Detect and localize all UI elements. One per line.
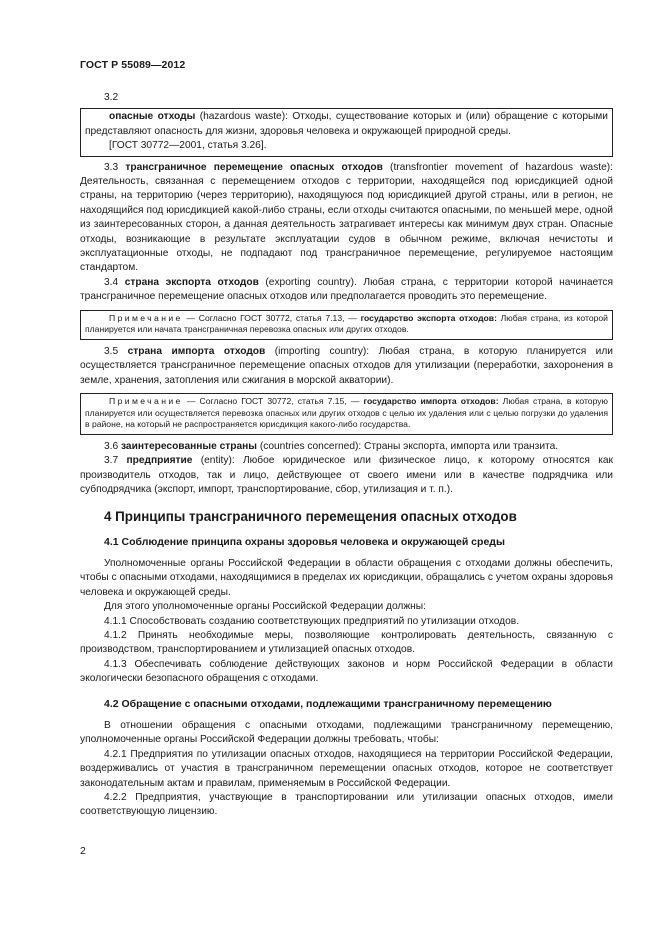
term-importing-country: страна импорта отходов bbox=[127, 345, 266, 357]
section-3-6 bbox=[80, 440, 613, 454]
term-transfrontier-movement: трансграничное перемещение опасных отходов bbox=[125, 161, 383, 173]
note-import-prefix: — Согласно ГОСТ 30772, статья 7.15, — bbox=[182, 396, 364, 407]
paragraph-4-1-3: 4.1.3 Обеспечивать соблюдение действующих законов и норм Российской Федерации в области экологически безопасного обращения с отходами. bbox=[80, 658, 613, 685]
section-3-4-number: 3.4 bbox=[104, 276, 125, 288]
note-export-prefix: — Согласно ГОСТ 30772, статья 7.13, — bbox=[182, 312, 361, 323]
note-label: Примечание bbox=[109, 396, 183, 407]
note-export bbox=[85, 313, 608, 336]
definition-text-hazardous-waste: Отходы, существование которых и (или) обращение с которыми представляют опасность для жизни, здоровья человека и окружающей природной среды. bbox=[85, 111, 609, 137]
paragraph-4-1-lead: Для этого уполномоченные органы Российской Федерации должны: bbox=[104, 601, 426, 613]
section-3-5-number: 3.5 bbox=[104, 345, 128, 357]
section-3-3-number: 3.3 bbox=[104, 161, 126, 173]
note-export-term: государство экспорта отходов: bbox=[360, 312, 497, 323]
note-import-text: Любая страна, в которую планируется или осуществляется перевозка опасных или других отходов с целью их удаления или с целью погрузки до удаления в районе, на который не распространяется юрисдикция какого-либо государства. bbox=[85, 396, 608, 430]
section-3-4 bbox=[80, 276, 613, 305]
section-3-3 bbox=[80, 161, 613, 276]
section-4-2-heading: 4.2 Обращение с опасными отходами, подлежащими трансграничному перемещению bbox=[104, 697, 552, 710]
note-box-import bbox=[80, 393, 613, 435]
definition-hazardous-waste bbox=[85, 110, 608, 139]
section-3-7 bbox=[80, 454, 613, 497]
section-3-7-number: 3.7 bbox=[104, 455, 127, 467]
note-box-export bbox=[80, 310, 613, 340]
note-label: Примечание bbox=[109, 312, 183, 323]
section-3-3-text: (transfrontier movement of hazardous waste): Деятельность, связанная с перемещением отходов с территории, находящейся под юрисдикцией одной страны, на территорию (через территорию), находящуюся под юрисдикцией другой страны, или в регион, не находящийся под юрисдикцией какой-либо страны, если отходы считаются опасными, по меньшей мере, одной из заинтересованных сторон, а данная деятельность затрагивает интересы как минимум двух стран. Опасные отходы, возникающие в результате эксплуатации судов в обычном режиме, включая нечистоты и эксплуатационные отходы, не подпадают под трансграничное перемещение, регулируемое настоящим стандартом. bbox=[80, 161, 614, 274]
paragraph-4-1-2: 4.1.2 Принять необходимые меры, позволяющие контролировать деятельность, связанную с производством, транспортированием и утилизацией опасных отходов. bbox=[80, 629, 613, 656]
note-import bbox=[85, 396, 608, 431]
paragraph-4-2-intro: В отношении обращения с опасными отходами, подлежащими трансграничному перемещению, уполномоченные органы Российской Федерации должны требовать, чтобы: bbox=[80, 719, 613, 746]
page-number: 2 bbox=[80, 845, 86, 857]
section-3-4-text: (exporting country). Любая страна, с территории которой начинается трансграничное перемещение опасных отходов или предполагается проводить это перемещение. bbox=[80, 276, 613, 303]
section-3-6-number: 3.6 bbox=[104, 440, 121, 452]
definition-box-hazardous-waste bbox=[80, 108, 613, 156]
term-entity: предприятие bbox=[126, 455, 193, 467]
definition-reference: [ГОСТ 30772—2001, статья 3.26]. bbox=[109, 140, 267, 152]
section-4-1-heading: 4.1 Соблюдение принципа охраны здоровья человека и окружающей среды bbox=[104, 535, 505, 548]
section-3-2-number: 3.2 bbox=[104, 92, 119, 103]
term-countries-concerned: заинтересованные страны bbox=[121, 440, 258, 452]
note-export-text: Любая страна, из которой планируется или начата трансграничная перевозка опасных или других отходов. bbox=[85, 312, 608, 335]
paragraph-4-1-intro: Уполномоченные органы Российской Федерации в области обращения с отходами должны обеспечить, чтобы с опасными отходами, находящимися в пределах их юрисдикции, обращались с учетом охраны здоровья человека и окружающей среды. bbox=[80, 557, 613, 598]
section-3-5 bbox=[80, 345, 613, 388]
paragraph-4-2-2: 4.2.2 Предприятия, участвующие в транспортировании или утилизации опасных отходов, имели соответствующую лицензию. bbox=[80, 792, 613, 818]
document-body bbox=[80, 91, 613, 820]
note-import-term: государство импорта отходов: bbox=[363, 396, 499, 407]
term-english-hazardous-waste: (hazardous waste): bbox=[195, 111, 288, 123]
paragraph-4-2-1: 4.2.1 Предприятия по утилизации опасных отходов, находящиеся на территории Российской Федерации, воздерживались от участия в трансграничном перемещении опасных отходов, которое не соответствует законодательным актам и правилам, применяемым в Российской Федерации. bbox=[80, 748, 613, 789]
term-exporting-country: страна экспорта отходов bbox=[124, 276, 259, 288]
section-3-7-text: (entity): Любое юридическое или физическое лицо, к которому относятся как производитель отходов, так и лицо, действующее от своего имени или в качестве подрядчика или субподрядчика (экспорт, импорт, транспортирование, сбор, утилизация и т. п.). bbox=[80, 455, 613, 496]
term-hazardous-waste: опасные отходы bbox=[109, 111, 196, 123]
document-header: ГОСТ Р 55089—2012 bbox=[80, 59, 186, 71]
section-4-heading: 4 Принципы трансграничного перемещения опасных отходов bbox=[104, 508, 517, 524]
section-3-6-text: (countries concerned): Страны экспорта, импорта или транзита. bbox=[257, 440, 559, 452]
paragraph-4-1-1: 4.1.1 Способствовать созданию соответствующих предприятий по утилизации отходов. bbox=[104, 615, 520, 627]
section-3-5-text: (importing country): Любая страна, в которую планируется или осуществляется трансграничное перемещение опасных отходов для утилизации (переработки, захоронения в земле, хранения, затопления или сжигания в морской акватории). bbox=[80, 345, 614, 386]
